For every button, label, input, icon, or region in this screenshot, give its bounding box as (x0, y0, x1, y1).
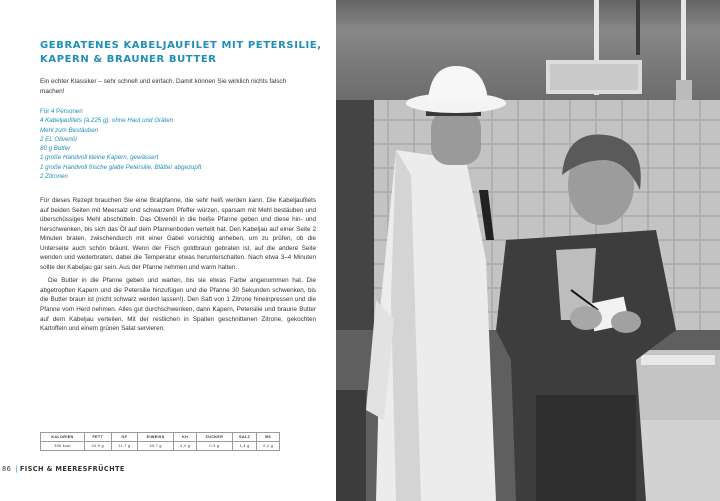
pipe (681, 0, 686, 85)
nutrition-header: KALORIEN (41, 433, 85, 442)
nutrition-header: KH (174, 433, 197, 442)
recipe-title (40, 39, 320, 67)
man-face (431, 110, 481, 165)
nutrition-header-row (41, 433, 280, 442)
nutrition-value: 4,4 g (174, 442, 197, 451)
method-text (40, 196, 316, 338)
page-number: 86 (2, 465, 12, 473)
jeans (536, 395, 636, 501)
nutrition-value-row (41, 442, 280, 451)
ingredient-line: 1 große Handvoll frische glatte Petersilie, Blätter abgezupft (40, 163, 202, 171)
nutrition-value: 0,2 g (257, 442, 280, 451)
ingredient-line: Mehl zum Bestäuben (40, 126, 99, 134)
ingredient-line: Für 4 Personen (40, 108, 83, 115)
recipe-intro: Ein echter Klassiker – sehr schnell und einfach. Damit können Sie wirklich nichts falsch machen! (40, 78, 287, 95)
market-photo-illustration (336, 0, 720, 501)
recipe-page (0, 0, 336, 501)
nutrition-header: ZUCKER (196, 433, 232, 442)
ingredient-line: 80 g Butter (40, 145, 71, 153)
ingredients-list (40, 107, 302, 181)
nutrition-table (40, 432, 280, 451)
ingredient-line: 2 Zitronen (40, 173, 68, 181)
ingredient-line: 2 EL Olivenöl (40, 135, 77, 143)
nutrition-header: EIWEISS (137, 433, 173, 442)
nutrition-header: FETT (84, 433, 111, 442)
nutrition-value: 396 kcal (41, 442, 85, 451)
nutrition-header: SALZ (232, 433, 257, 442)
nutrition-value: 11,7 g (111, 442, 137, 451)
footer-separator: | (15, 465, 18, 473)
method-paragraph: Die Butter in die Pfanne geben und warten, bis sie etwas Farbe angenommen hat. Die abgetropften Kapern und die Petersilie hinzufügen und die Pfanne 30 Sekunden schwenken, bis die Butter braun ist (nicht schwarz werden lassen!). Den Saft von 1 Zitrone hineinpressen und die Pfanne vom Herd nehmen. Alles gut durchschwenken, dann Kapern, Petersilie und braune Butter auf dem Kabeljau verteilen. Mit der restlichen in Spalten geschnittenen Zitrone, gekochten Kartoffeln und einem grünen Salat servieren. (40, 277, 316, 333)
section-name: FISCH & MEERESFRÜCHTE (19, 465, 125, 473)
recipe-title-line-1: GEBRATENES KABELJAUFILET MIT PETERSILIE, (40, 40, 322, 51)
page-footer (2, 465, 125, 473)
nutrition-header: BS (257, 433, 280, 442)
method-paragraph: Für dieses Rezept brauchen Sie eine Bratpfanne, die sehr heiß werden kann. Die Kabeljaufilets auf beiden Seiten mit Meersalz und schwarzem Pfeffer würzen, sparsam mit Mehl bestäuben und überschüssiges Mehl abschütteln. Das Olivenöl in die heiße Pfanne geben und diese hin- und herschwenken, bis sich das Öl auf dem Pfannenboden verteilt hat. Den Kabeljau auf einer Seite 2 Minuten braten, zwischendurch mit einer Gabel vorsichtig anheben, um zu prüfen, ob die Unterseite auch schön bräunt. Wenn der Fisch goldbraun gebraten ist, auf die andere Seite wenden und weiterbraten, dabei die Temperatur etwas herunterschalten. Nach etwa 3–4 Minuten sollte der Kabeljau gar sein. Aus der Pfanne nehmen und warm halten. (40, 197, 316, 271)
nutrition-value: 24,9 g (84, 442, 111, 451)
nutrition-value: 40,7 g (137, 442, 173, 451)
nutrition-value: 0,3 g (196, 442, 232, 451)
ingredient-line: 1 große Handvoll kleine Kapern, gewässert (40, 154, 159, 162)
recipe-title-line-2: KAPERN & BRAUNER BUTTER (40, 54, 217, 65)
market-photo (336, 0, 720, 501)
ingredient-line: 4 Kabeljaufilets (à 225 g), ohne Haut und Gräten (40, 117, 174, 125)
nutrition-value: 1,4 g (232, 442, 257, 451)
nutrition-header: GF (111, 433, 137, 442)
